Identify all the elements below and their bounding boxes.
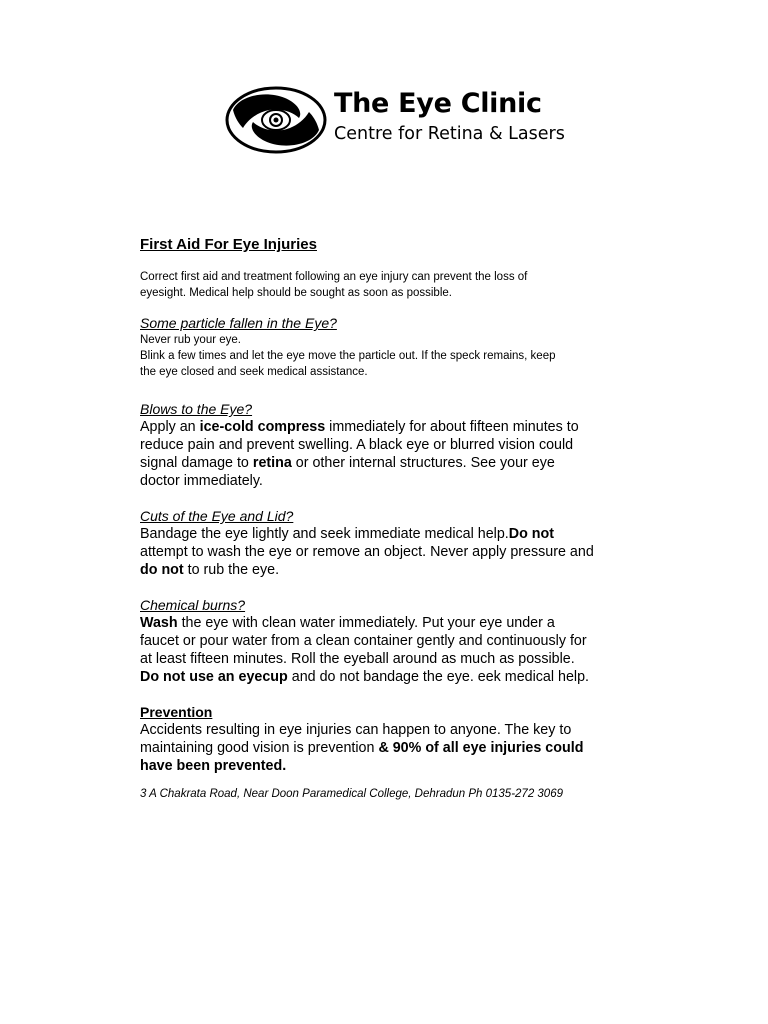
clinic-address: 3 A Chakrata Road, Near Doon Paramedical College, Dehradun Ph 0135-272 3069 xyxy=(140,788,563,800)
clinic-header xyxy=(225,86,565,154)
page-title: First Aid For Eye Injuries xyxy=(140,236,317,253)
section-heading: Blows to the Eye? xyxy=(140,401,253,417)
section-heading: Some particle fallen in the Eye? xyxy=(140,315,337,331)
section-chemical: Chemical burns? Wash the eye with clean water immediately. Put your eye under a faucet or pour water from a clean container gently and continuously for at least fifteen minutes. Roll the eyeball around as much as possible. Do not use an eyecup and do not bandage the eye. eek medical help. xyxy=(140,596,640,686)
clinic-subtitle: Centre for Retina & Lasers xyxy=(334,124,565,144)
section-prevention: Prevention Accidents resulting in eye injuries can happen to anyone. The key to maintaining good vision is prevention & 90% of all eye injuries could have been prevented. xyxy=(140,703,640,775)
section-blows: Blows to the Eye? Apply an ice-cold compress immediately for about fifteen minutes to reduce pain and prevent swelling. A black eye or blurred vision could signal damage to retina or other internal structures. See your eye doctor immediately. xyxy=(140,400,640,490)
intro-paragraph: Correct first aid and treatment following an eye injury can prevent the loss of eyesight. Medical help should be sought as soon as possible. xyxy=(140,271,528,299)
section-cuts: Cuts of the Eye and Lid? Bandage the eye lightly and seek immediate medical help.Do not attempt to wash the eye or remove an object. Never apply pressure and do not to rub the eye. xyxy=(140,507,640,579)
document-body xyxy=(140,236,640,800)
clinic-name: The Eye Clinic xyxy=(334,88,542,119)
section-heading: Cuts of the Eye and Lid? xyxy=(140,508,294,524)
section-particle: Some particle fallen in the Eye? Never rub your eye. Blink a few times and let the eye move the particle out. If the speck remains, keep the eye closed and seek medical assistance. xyxy=(140,314,640,380)
eye-in-hands-logo xyxy=(225,86,327,154)
section-heading: Chemical burns? xyxy=(140,597,246,613)
section-heading: Prevention xyxy=(140,704,213,720)
